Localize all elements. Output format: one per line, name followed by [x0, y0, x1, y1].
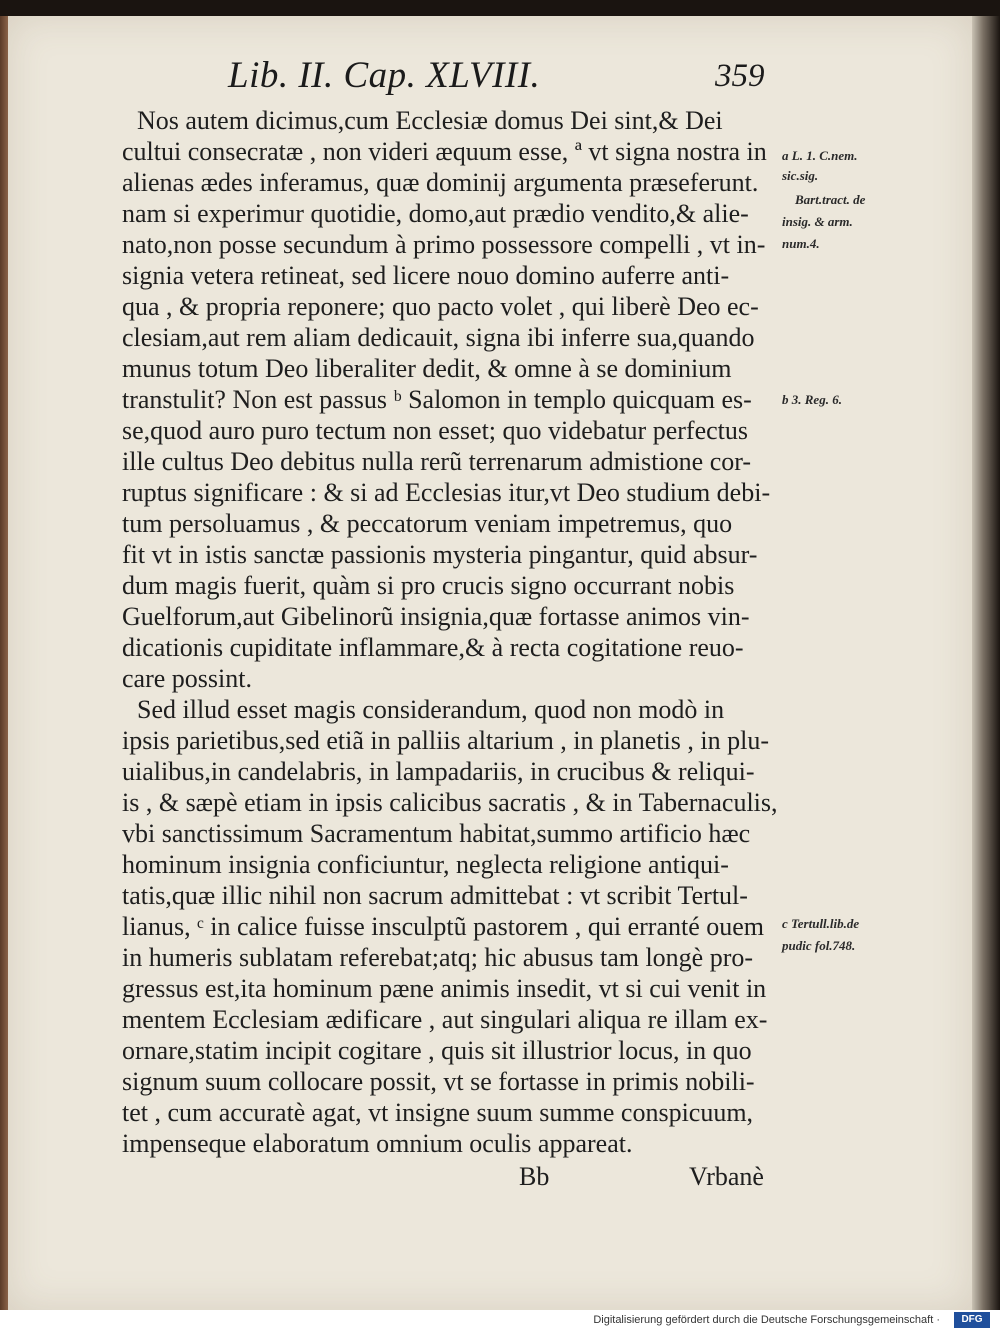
- text-line: nam si experimur quotidie, domo,aut prædio vendito,& alie-: [122, 199, 749, 228]
- text-line: nato,non posse secundum à primo possessore compelli , vt in-: [122, 230, 766, 259]
- text-line: is , & sæpè etiam in ipsis calicibus sacratis , & in Tabernaculis,: [122, 788, 778, 817]
- dfg-logo: DFG: [954, 1312, 990, 1328]
- text-line: qua , & propria reponere; quo pacto volet , qui liberè Deo ec-: [122, 292, 759, 321]
- text-line: ille cultus Deo debitus nulla rerũ terrenarum admistione cor-: [122, 447, 752, 476]
- text-line: dicationis cupiditate inflammare,& à recta cogitatione reuo-: [122, 633, 744, 662]
- margin-note: Bart.tract. de: [795, 192, 866, 207]
- text-line: tatis,quæ illic nihil non sacrum admittebat : vt scribit Tertul-: [122, 881, 748, 910]
- text-line: uialibus,in candelabris, in lampadariis, in crucibus & reliqui-: [122, 757, 755, 786]
- text-line: Nos autem dicimus,cum Ecclesiæ domus Dei sint,& Dei: [137, 106, 723, 135]
- margin-note: sic.sig.: [782, 168, 819, 183]
- text-line: ornare,statim incipit cogitare , quis sit illustrior locus, in quo: [122, 1036, 752, 1065]
- text-line: dum magis fuerit, quàm si pro crucis signo occurrant nobis: [122, 571, 735, 600]
- text-line: munus totum Deo liberaliter dedit, & omne à se dominium: [122, 354, 732, 383]
- signature-mark: Bb: [519, 1162, 550, 1191]
- text-line: alienas ædes inferamus, quæ dominij argumenta præseferunt.: [122, 168, 759, 197]
- text-line: gressus est,ita hominum pæne animis insedit, vt si cui venit in: [122, 974, 767, 1003]
- text-line: Sed illud esset magis considerandum, quod non modò in: [137, 695, 725, 724]
- text-line: mentem Ecclesiam ædificare , aut singulari aliqua re illam ex-: [122, 1005, 768, 1034]
- text-line: ipsis parietibus,sed etiã in palliis altarium , in planetis , in plu-: [122, 726, 770, 755]
- funding-credit: Digitalisierung gefördert durch die Deutsche Forschungsgemeinschaft ·: [593, 1314, 940, 1326]
- text-line: in humeris sublatam referebat;atq; hic abusus tam longè pro-: [122, 943, 754, 972]
- text-line: cultui consecratæ , non videri æquum esse, ª vt signa nostra in: [122, 137, 767, 166]
- text-line: vbi sanctissimum Sacramentum habitat,summo artificio hæc: [122, 819, 751, 848]
- text-line: se,quod auro puro tectum non esset; quo videbatur perfectus: [122, 416, 748, 445]
- margin-note: pudic fol.748.: [782, 938, 856, 953]
- page-fore-edge: [972, 16, 1000, 1310]
- catchword: Vrbanè: [689, 1162, 764, 1191]
- text-line: lianus, ᶜ in calice fuisse insculptũ pastorem , qui erranté ouem: [122, 912, 765, 941]
- page-number: 359: [715, 58, 765, 94]
- text-line: tum persoluamus , & peccatorum veniam impetremus, quo: [122, 509, 733, 538]
- text-line: Guelforum,aut Gibelinorũ insignia,quæ fortasse animos vin-: [122, 602, 750, 631]
- margin-note: b 3. Reg. 6.: [782, 392, 842, 407]
- text-line: fit vt in istis sanctæ passionis mysteria pingantur, quid absur-: [122, 540, 758, 569]
- text-line: hominum insignia conficiuntur, neglecta religione antiqui-: [122, 850, 729, 879]
- text-line: tet , cum accuratè agat, vt insigne suum summe conspicuum,: [122, 1098, 754, 1127]
- running-head: Lib. II. Cap. XLVIII.: [228, 55, 541, 96]
- margin-note: a L. 1. C.nem.: [782, 148, 858, 163]
- margin-note: c Tertull.lib.de: [782, 916, 860, 931]
- text-line: transtulit? Non est passus ᵇ Salomon in templo quicquam es-: [122, 385, 752, 414]
- margin-note: num.4.: [782, 236, 820, 251]
- text-line: care possint.: [122, 664, 252, 693]
- text-line: impenseque elaboratum omnium oculis appareat.: [122, 1129, 633, 1158]
- text-line: ruptus significare : & si ad Ecclesias itur,vt Deo studium debi-: [122, 478, 771, 507]
- margin-note: insig. & arm.: [782, 214, 853, 229]
- binding-edge: [0, 16, 8, 1310]
- text-line: clesiam,aut rem aliam dedicauit, signa ibi inferre sua,quando: [122, 323, 755, 352]
- text-line: signum suum collocare possit, vt se fortasse in primis nobili-: [122, 1067, 755, 1096]
- text-line: signia vetera retineat, sed licere nouo domino auferre anti-: [122, 261, 730, 290]
